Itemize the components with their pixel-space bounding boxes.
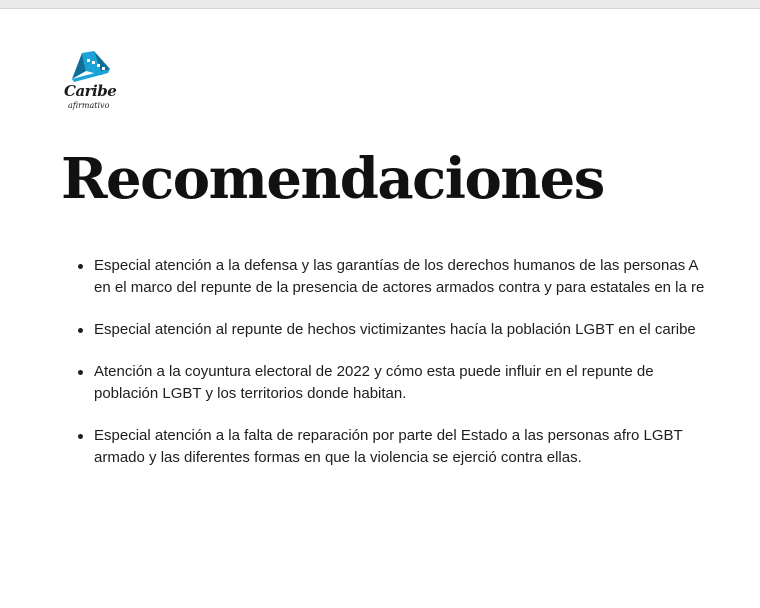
page-title: Recomendaciones [61, 146, 604, 212]
list-item-line: armado y las diferentes formas en que la violencia se ejerció contra ellas. [94, 449, 582, 466]
list-item [78, 361, 760, 405]
bullet-icon [78, 264, 83, 269]
list-item-line: población LGBT y los territorios donde habitan. [94, 385, 407, 402]
bullet-icon [78, 370, 83, 375]
list-item [78, 319, 760, 341]
list-item [78, 425, 760, 469]
logo-wordmark: Caribe [64, 82, 117, 100]
list-item [78, 255, 760, 299]
bullet-icon [78, 328, 83, 333]
slide [0, 8, 760, 608]
list-item-line: Atención a la coyuntura electoral de 2022 y cómo esta puede influir en el repunte de [94, 363, 654, 380]
caribe-afirmativo-logo [62, 49, 118, 115]
list-item-line: en el marco del repunte de la presencia de actores armados contra y para estatales en la re [94, 279, 705, 296]
caribe-afirmativo-logo-icon [68, 49, 112, 85]
bullet-icon [78, 434, 83, 439]
list-item-line: Especial atención a la falta de reparación por parte del Estado a las personas afro LGBT [94, 427, 683, 444]
recommendations-list [78, 255, 760, 489]
logo-subtitle: afirmativo [68, 101, 110, 110]
list-item-line: Especial atención a la defensa y las garantías de los derechos humanos de las personas A [94, 257, 699, 274]
list-item-line: Especial atención al repunte de hechos victimizantes hacía la población LGBT en el caribe [94, 321, 696, 338]
